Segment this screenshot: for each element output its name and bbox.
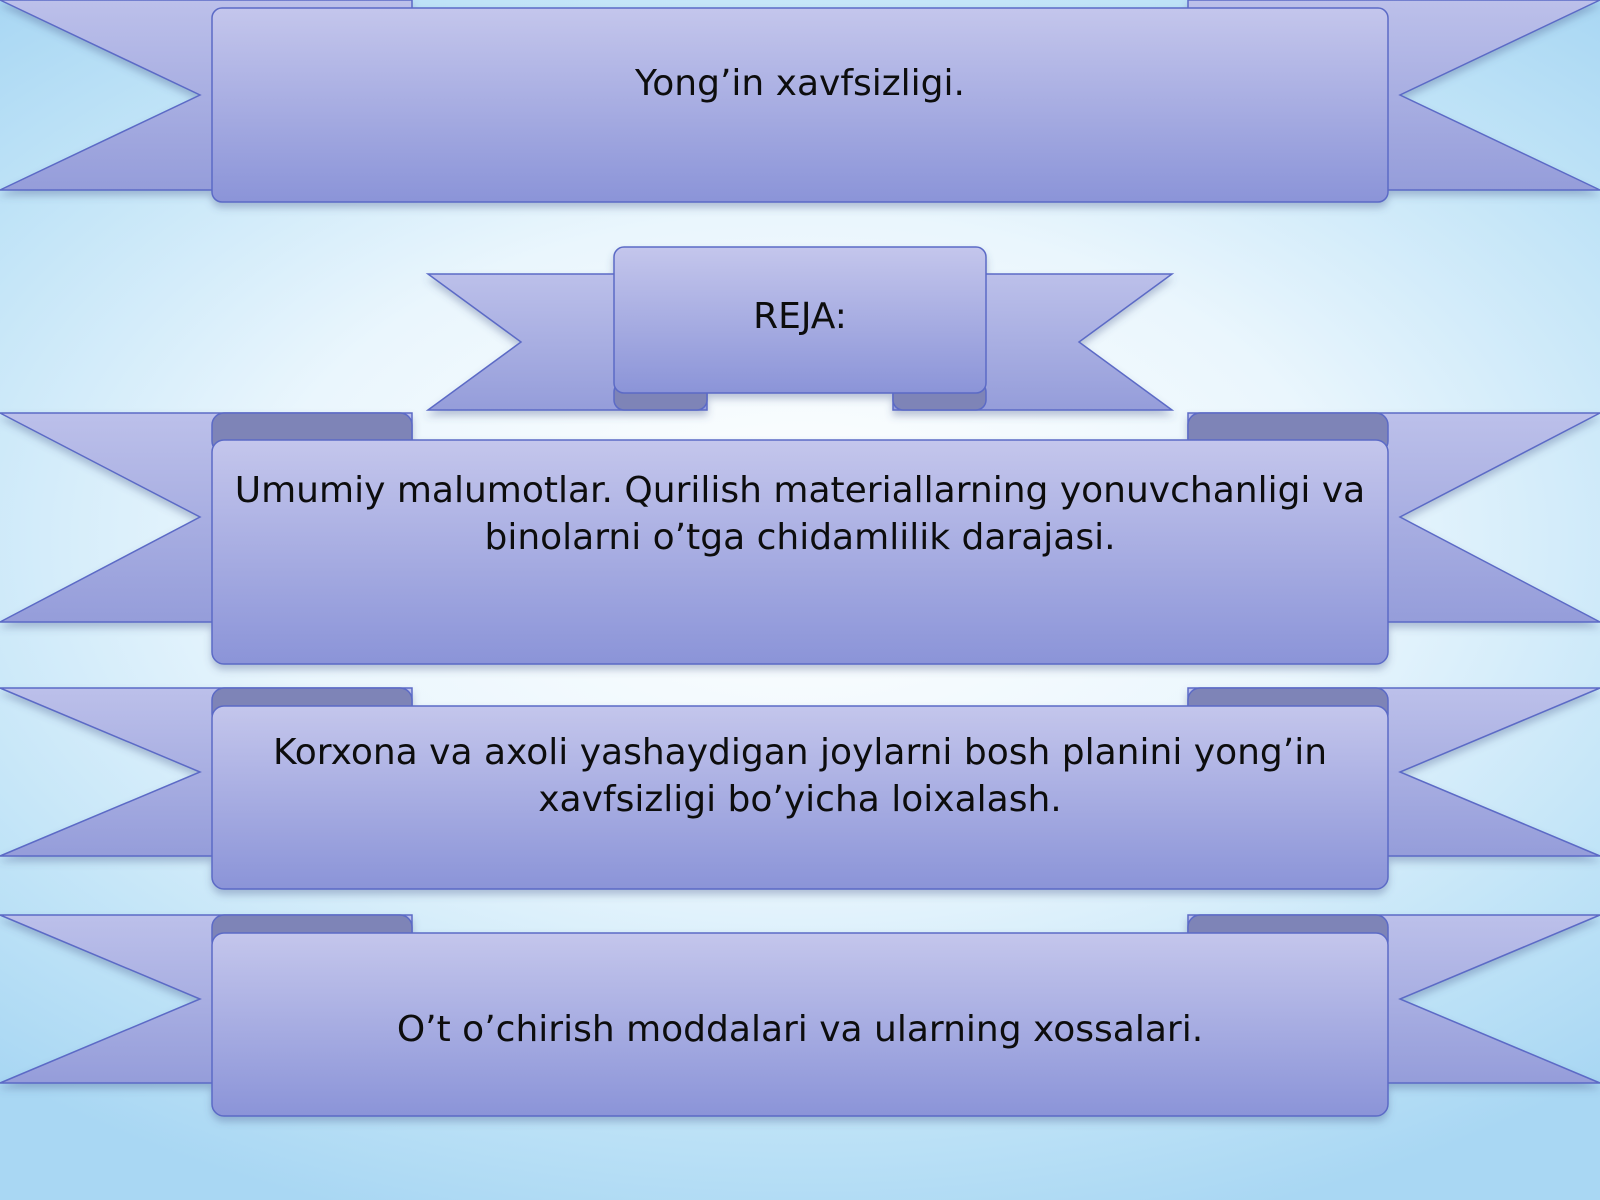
plan-item-2: Korxona va axoli yashaydigan joylarni bosh planini yong’in xavfsizligi bo’yicha loixalash.	[272, 732, 1328, 820]
plan-item-3: O’t o’chirish moddalari va ularning xossalari.	[396, 1008, 1204, 1050]
plan-heading: REJA:	[753, 295, 847, 337]
plan-item-1: Umumiy malumotlar. Qurilish materiallarning yonuvchanligi va binolarni o’tga chidamlilik darajasi.	[234, 470, 1366, 558]
slide-title: Yong’in xavfsizligi.	[635, 62, 965, 104]
